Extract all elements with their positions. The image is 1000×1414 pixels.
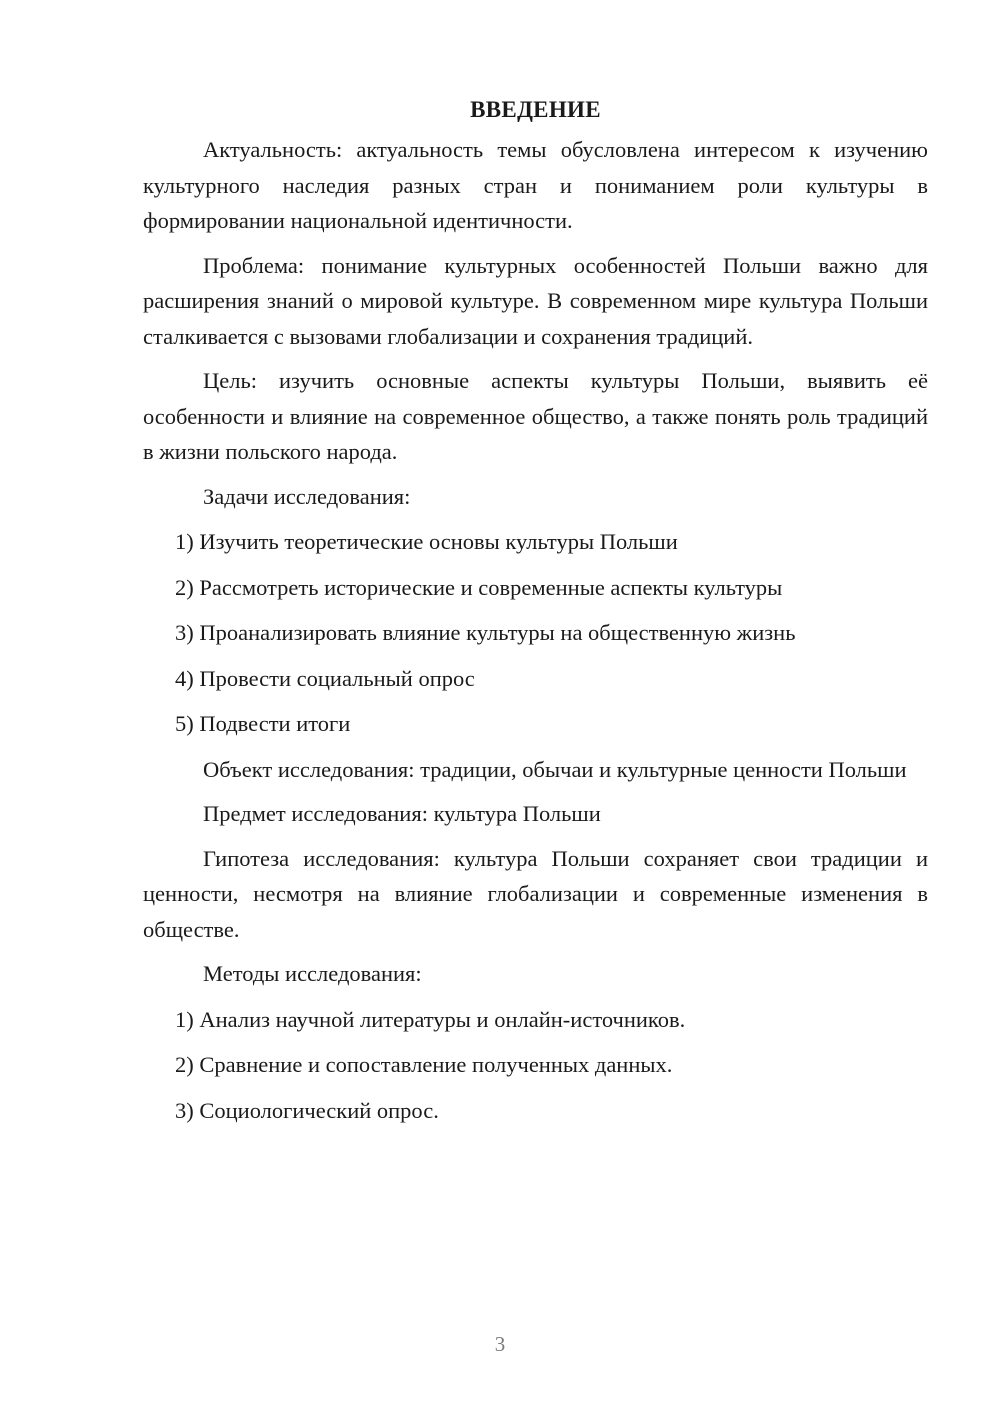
task-item: 1) Изучить теоретические основы культуры Польши [175,529,678,554]
method-item: 1) Анализ научной литературы и онлайн-источников. [175,1006,686,1032]
task-item: 5) Подвести итоги [175,711,351,736]
goal-paragraph: Цель: изучить основные аспекты культуры Польши, выявить её особенности и влияние на современное общество, а также понять роль традиций в жизни польского народа. [143,368,928,464]
method-item: 3) Социологический опрос. [175,1097,439,1123]
task-item: 4) Провести социальный опрос [175,665,475,691]
methods-heading: Методы исследования: [203,961,422,986]
hypothesis-paragraph: Гипотеза исследования: культура Польши сохраняет свои традиции и ценности, несмотря на влияние глобализации и современные изменения в обществе. [143,845,928,942]
tasks-heading: Задачи исследования: [203,483,411,509]
relevance-paragraph: Актуальность: актуальность темы обусловлена интересом к изучению культурного наследия разных стран и пониманием роли культуры в формировании национальной идентичности. [143,137,928,233]
subject-paragraph: Предмет исследования: культура Польши [203,801,601,826]
task-item: 2) Рассмотреть исторические и современные аспекты культуры [175,574,783,600]
page-number: 3 [494,1332,506,1356]
object-paragraph: Объект исследования: традиции, обычаи и культурные ценности Польши [203,756,907,782]
document-page [143,92,928,1138]
method-item: 2) Сравнение и сопоставление полученных данных. [175,1052,673,1077]
problem-paragraph: Проблема: понимание культурных особенностей Польши важно для расширения знаний о мировой культуре. В современном мире культура Польши сталкивается с вызовами глобализации и сохранения традиций. [143,252,928,349]
task-item: 3) Проанализировать влияние культуры на общественную жизнь [175,620,796,645]
section-title: ВВЕДЕНИЕ [470,97,601,122]
